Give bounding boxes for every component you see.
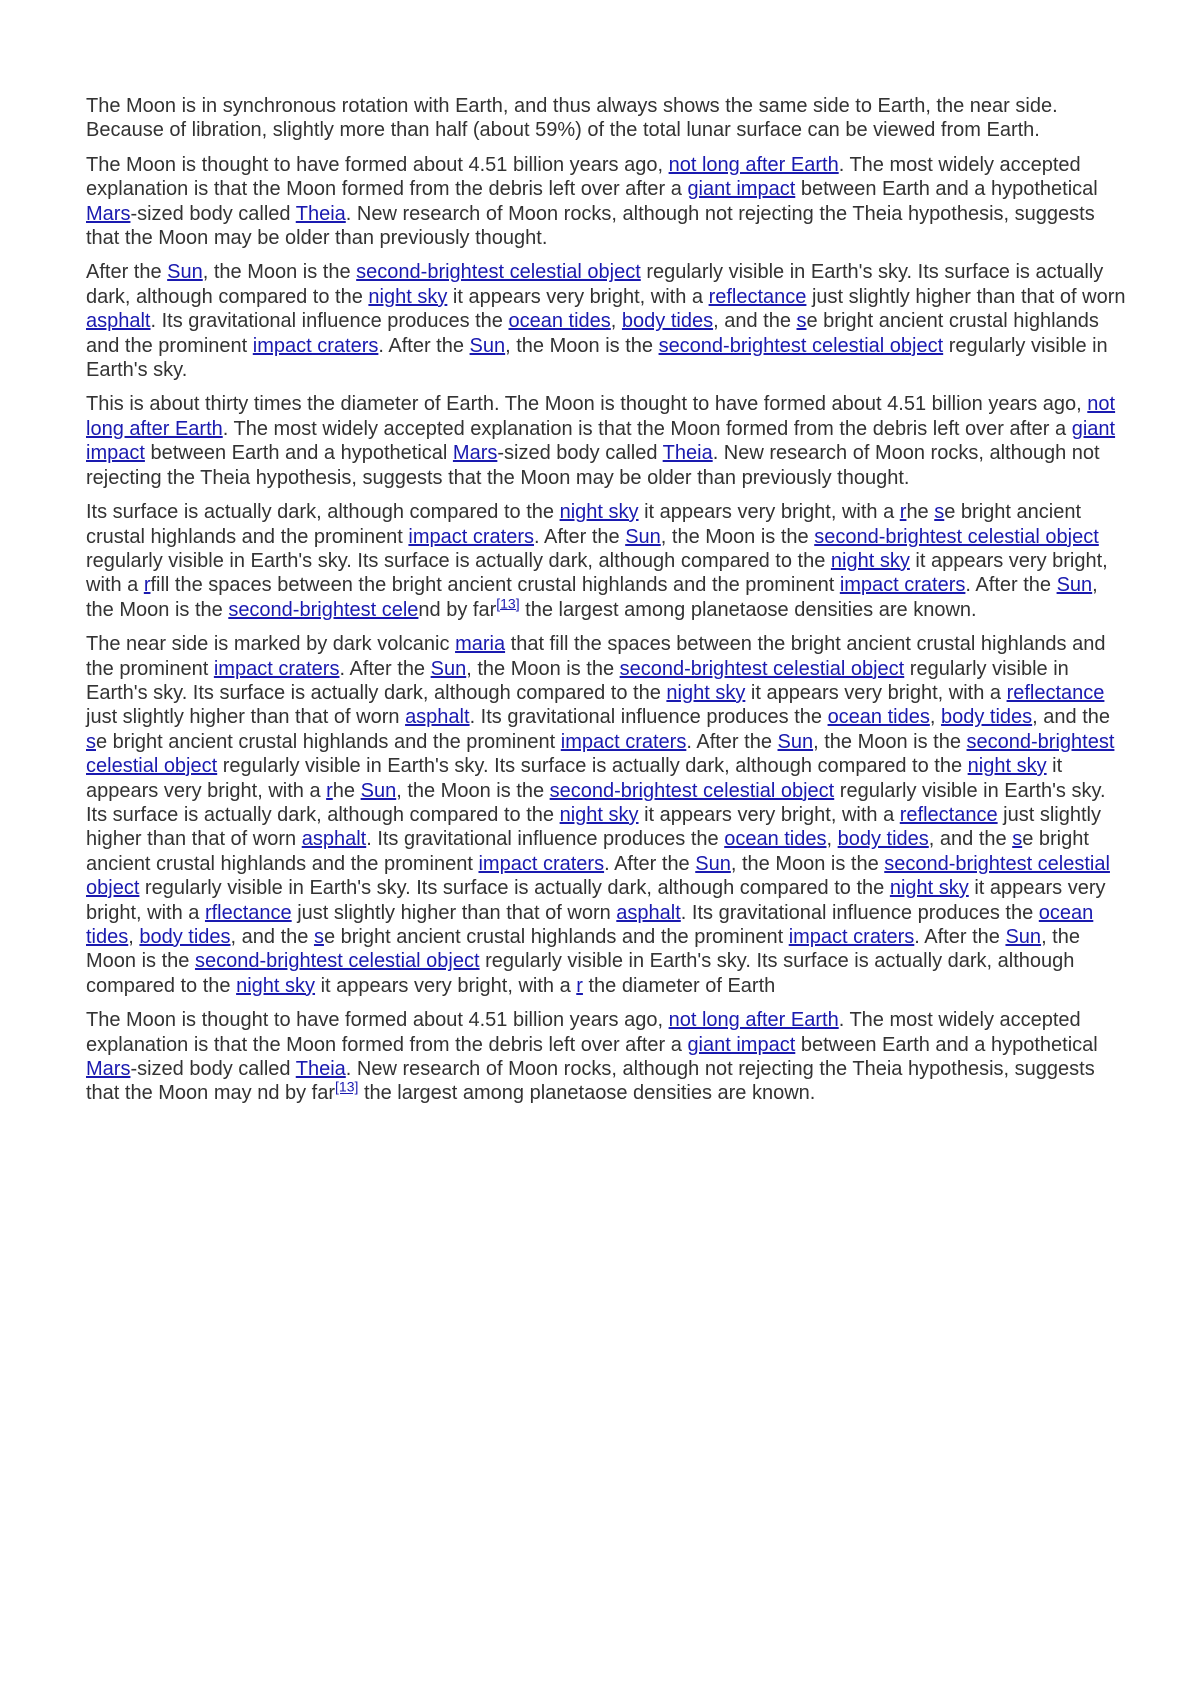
text-run: . After the xyxy=(339,657,431,680)
wiki-link[interactable]: Mars xyxy=(86,1058,131,1081)
text-run: The Moon is thought to have formed about 4.51 billion years ago, xyxy=(86,1009,669,1032)
text-run: , xyxy=(929,706,941,729)
wiki-link[interactable]: body tides xyxy=(837,828,929,851)
wiki-link[interactable]: Sun xyxy=(430,657,467,680)
text-run: . Its gravitational influence produces the xyxy=(150,310,509,333)
text-run: between Earth and a hypothetical xyxy=(795,1033,1098,1056)
wiki-link[interactable]: asphalt xyxy=(405,706,470,729)
wiki-link[interactable]: giant impact xyxy=(687,178,796,201)
wiki-link[interactable]: reflectance xyxy=(708,285,807,308)
wiki-link[interactable]: night sky xyxy=(368,285,448,308)
wiki-link[interactable]: Theia xyxy=(295,202,346,225)
wiki-link[interactable]: reflectance xyxy=(1006,681,1105,704)
text-run: , and the xyxy=(928,828,1013,851)
wiki-link[interactable]: not long after Earth xyxy=(86,393,1116,440)
wiki-link[interactable]: s xyxy=(1012,828,1023,851)
text-run: -sized body called xyxy=(497,442,663,465)
text-run: just slightly higher than that of worn xyxy=(806,285,1126,308)
text-run: . New research of Moon rocks, although not rejecting the Theia hypothesis, suggests that the Moon may be older than previously thought. xyxy=(86,202,1095,250)
wiki-link[interactable]: r xyxy=(576,974,583,997)
text-run: , the Moon is the xyxy=(730,852,885,875)
text-run: between Earth and a hypothetical xyxy=(795,178,1098,201)
wiki-link[interactable]: second-brightest celestial object xyxy=(658,334,944,357)
wiki-link[interactable]: ocean tides xyxy=(86,901,1094,948)
wiki-link[interactable]: Sun xyxy=(777,730,814,753)
wiki-link[interactable]: night sky xyxy=(559,803,639,826)
wiki-link[interactable]: s xyxy=(86,730,96,753)
text-run: regularly visible in Earth's sky. Its surface is actually dark, although compared to the xyxy=(139,877,890,900)
text-run: , the Moon is the xyxy=(660,525,815,548)
wiki-link[interactable]: giant impact xyxy=(86,417,1116,465)
text-run: regularly visible in Earth's sky. Its surface is actually dark, although compared to the xyxy=(217,755,968,778)
text-run: , xyxy=(826,828,838,851)
wiki-link[interactable]: Theia xyxy=(662,442,713,465)
citation-superscript xyxy=(496,595,519,611)
text-run: , the Moon is the xyxy=(396,779,550,802)
article-paragraph xyxy=(86,500,1130,622)
text-run: just slightly higher than that of worn xyxy=(291,901,617,924)
text-run: between Earth and a hypothetical xyxy=(144,442,453,465)
text-run: just slightly higher than that of worn xyxy=(86,803,1101,851)
text-run: , and the xyxy=(1032,706,1110,729)
wiki-link[interactable]: second-brightest celestial object xyxy=(86,852,1110,900)
wiki-link[interactable]: impact craters xyxy=(213,657,340,680)
wiki-link[interactable]: Sun xyxy=(1056,574,1093,597)
text-run: , xyxy=(610,310,622,333)
text-run: . New research of Moon rocks, although not rejecting the Theia hypothesis, suggests that the Moon may nd by far xyxy=(86,1058,1095,1105)
article-paragraph xyxy=(86,94,1130,143)
text-run: e bright ancient crustal highlands and the prominent xyxy=(86,501,1082,548)
text-run: e bright ancient crustal highlands and the prominent xyxy=(323,926,789,948)
text-run: it appears very bright, with a xyxy=(315,974,577,997)
citation-link[interactable]: [13] xyxy=(496,595,520,612)
text-run: After the xyxy=(86,261,168,284)
wiki-link[interactable]: ocean tides xyxy=(827,706,930,729)
text-run: , the Moon is the xyxy=(505,334,659,357)
text-run: . The most widely accepted explanation is that the Moon formed from the debris left over after a xyxy=(222,417,1072,440)
text-run: it appears very bright, with a xyxy=(638,501,900,524)
wiki-link[interactable]: impact craters xyxy=(788,926,915,948)
text-run: regularly visible in Earth's sky. Its surface is actually dark, although compared to the xyxy=(86,950,1075,997)
text-run: regularly visible in Earth's sky. Its surface is actually dark, although compared to the xyxy=(86,657,1069,704)
text-run: Its surface is actually dark, although compared to the xyxy=(86,501,560,524)
text-run: nd by far xyxy=(418,598,497,621)
wiki-link[interactable]: second-brightest celestial object xyxy=(814,525,1099,548)
wiki-link[interactable]: giant impact xyxy=(687,1033,796,1056)
text-run: . Its gravitational influence produces the xyxy=(366,828,725,851)
wiki-link[interactable]: not long after Earth xyxy=(668,153,839,176)
wiki-link[interactable]: Sun xyxy=(625,525,661,548)
text-run: , and the xyxy=(713,310,797,333)
text-run: he xyxy=(906,501,935,524)
wiki-link[interactable]: impact craters xyxy=(408,525,535,548)
text-run: it appears very bright, with a xyxy=(86,877,1106,924)
text-run: regularly visible in Earth's sky. xyxy=(86,334,1108,382)
wiki-link[interactable]: Sun xyxy=(695,852,731,875)
wiki-link[interactable]: body tides xyxy=(139,926,231,948)
text-run: regularly visible in Earth's sky. Its surface is actually dark, although compared to the xyxy=(86,261,1104,308)
text-run: it appears very bright, with a xyxy=(638,803,900,826)
wiki-link[interactable]: second-brightest celestial object xyxy=(619,657,905,680)
wiki-link[interactable]: second-brightest celestial object xyxy=(194,950,480,973)
text-run: , the Moon is the xyxy=(202,261,357,284)
text-run: e bright ancient crustal highlands and the prominent xyxy=(86,310,1099,357)
text-run: regularly visible in Earth's sky. Its surface is actually dark, although compared to the xyxy=(86,779,1106,826)
article-body xyxy=(86,94,1130,1116)
wiki-link[interactable]: ocean tides xyxy=(508,310,611,333)
citation-superscript xyxy=(335,1079,358,1095)
text-run: . Its gravitational influence produces the xyxy=(469,706,828,729)
text-run: This is about thirty times the diameter of Earth. The Moon is thought to have formed about 4.51 billion years ago, xyxy=(86,393,1088,416)
wiki-link[interactable]: night sky xyxy=(967,755,1047,778)
wiki-link[interactable]: Theia xyxy=(295,1058,346,1081)
wiki-link[interactable]: Mars xyxy=(452,442,498,465)
citation-link[interactable]: [13] xyxy=(335,1078,359,1095)
text-run: it appears very bright, with a xyxy=(86,755,1063,802)
text-run: . After the xyxy=(914,926,1006,948)
article-paragraph xyxy=(86,632,1130,998)
wiki-link[interactable]: impact craters xyxy=(839,574,966,597)
wiki-link[interactable]: impact craters xyxy=(478,852,605,875)
text-run: , the Moon is the xyxy=(86,574,1098,621)
wiki-link[interactable]: night sky xyxy=(830,549,910,572)
wiki-link[interactable]: body tides xyxy=(621,310,714,333)
text-run: . The most widely accepted explanation is that the Moon formed from the debris left over after a xyxy=(86,1009,1081,1056)
wiki-link[interactable]: night sky xyxy=(889,877,969,900)
wiki-link[interactable]: asphalt xyxy=(616,901,681,924)
wiki-link[interactable]: impact craters xyxy=(252,334,379,357)
wiki-link[interactable]: r xyxy=(899,501,907,524)
wiki-link[interactable]: s xyxy=(796,310,807,333)
wiki-link[interactable]: Sun xyxy=(167,261,203,284)
text-run: -sized body called xyxy=(130,1058,296,1081)
text-run: , xyxy=(128,926,140,948)
wiki-link[interactable]: impact craters xyxy=(560,730,687,753)
article-paragraph xyxy=(86,1008,1130,1106)
wiki-link[interactable]: body tides xyxy=(940,706,1033,729)
text-run: e bright ancient crustal highlands and the prominent xyxy=(86,828,1089,875)
wiki-link[interactable]: s xyxy=(934,501,945,524)
wiki-link[interactable]: Mars xyxy=(86,202,131,225)
text-run: it appears very bright, with a xyxy=(745,681,1007,704)
wiki-link[interactable]: r xyxy=(326,779,333,802)
text-run: the largest among planetaose densities are known. xyxy=(519,598,977,621)
text-run: , and the xyxy=(230,926,314,948)
text-run: that fill the spaces between the bright ancient crustal highlands and the prominent xyxy=(86,633,1106,680)
text-run: , the Moon is the xyxy=(86,926,1080,973)
wiki-link[interactable]: second-brightest cele xyxy=(228,598,419,621)
text-run: . After the xyxy=(534,525,626,548)
wiki-link[interactable]: asphalt xyxy=(301,828,367,851)
text-run: regularly visible in Earth's sky. Its surface is actually dark, although compared to the xyxy=(86,549,831,572)
text-run: . The most widely accepted explanation is that the Moon formed from the debris left over after a xyxy=(86,153,1081,201)
text-run: the largest among planetaose densities are known. xyxy=(358,1082,816,1105)
wiki-link[interactable]: night sky xyxy=(236,974,316,997)
text-run: . After the xyxy=(686,730,778,753)
wiki-link[interactable]: night sky xyxy=(666,681,746,704)
wiki-link[interactable]: second-brightest celestial object xyxy=(549,779,835,802)
wiki-link[interactable]: Sun xyxy=(360,779,397,802)
wiki-link[interactable]: asphalt xyxy=(86,310,151,333)
text-run: . After the xyxy=(965,574,1057,597)
text-run: fill the spaces between the bright ancient crustal highlands and the prominent xyxy=(150,574,840,597)
text-run: , the Moon is the xyxy=(466,657,620,680)
wiki-link[interactable]: rflectance xyxy=(204,901,292,924)
wiki-link[interactable]: Sun xyxy=(469,334,506,357)
wiki-link[interactable]: reflectance xyxy=(899,803,998,826)
wiki-link[interactable]: Sun xyxy=(1005,926,1042,948)
text-run: . After the xyxy=(604,852,696,875)
text-run: the diameter of Earth xyxy=(582,974,776,997)
text-run: The near side is marked by dark volcanic xyxy=(86,633,456,656)
wiki-link[interactable]: s xyxy=(313,926,324,948)
wiki-link[interactable]: second-brightest celestial object xyxy=(86,730,1115,778)
text-run: . New research of Moon rocks, although not rejecting the Theia hypothesis, suggests that the Moon may be older than previously thought. xyxy=(86,442,1100,489)
article-paragraph xyxy=(86,153,1130,251)
wiki-link[interactable]: maria xyxy=(455,633,506,656)
wiki-link[interactable]: ocean tides xyxy=(724,828,827,851)
text-run: -sized body called xyxy=(130,202,296,225)
wiki-link[interactable]: night sky xyxy=(559,501,639,524)
wiki-link[interactable]: second-brightest celestial object xyxy=(356,261,641,284)
text-run: . After the xyxy=(378,334,470,357)
text-run: The Moon is in synchronous rotation with Earth, and thus always shows the same side to Earth, the near side. Because of libration, slightly more than half (about 59%) of the total lunar surface can be viewed from Earth. xyxy=(86,95,1058,142)
wiki-link[interactable]: r xyxy=(143,574,151,597)
wiki-link[interactable]: not long after Earth xyxy=(668,1009,839,1032)
text-run: e bright ancient crustal highlands and the prominent xyxy=(96,730,561,753)
text-run: he xyxy=(332,779,361,802)
text-run: just slightly higher than that of worn xyxy=(86,706,406,729)
text-run: it appears very bright, with a xyxy=(86,549,1108,597)
text-run: it appears very bright, with a xyxy=(447,285,709,308)
article-paragraph xyxy=(86,392,1130,490)
text-run: . Its gravitational influence produces the xyxy=(680,901,1039,924)
article-paragraph xyxy=(86,260,1130,382)
text-run: The Moon is thought to have formed about 4.51 billion years ago, xyxy=(86,153,669,176)
text-run: , the Moon is the xyxy=(813,730,967,753)
